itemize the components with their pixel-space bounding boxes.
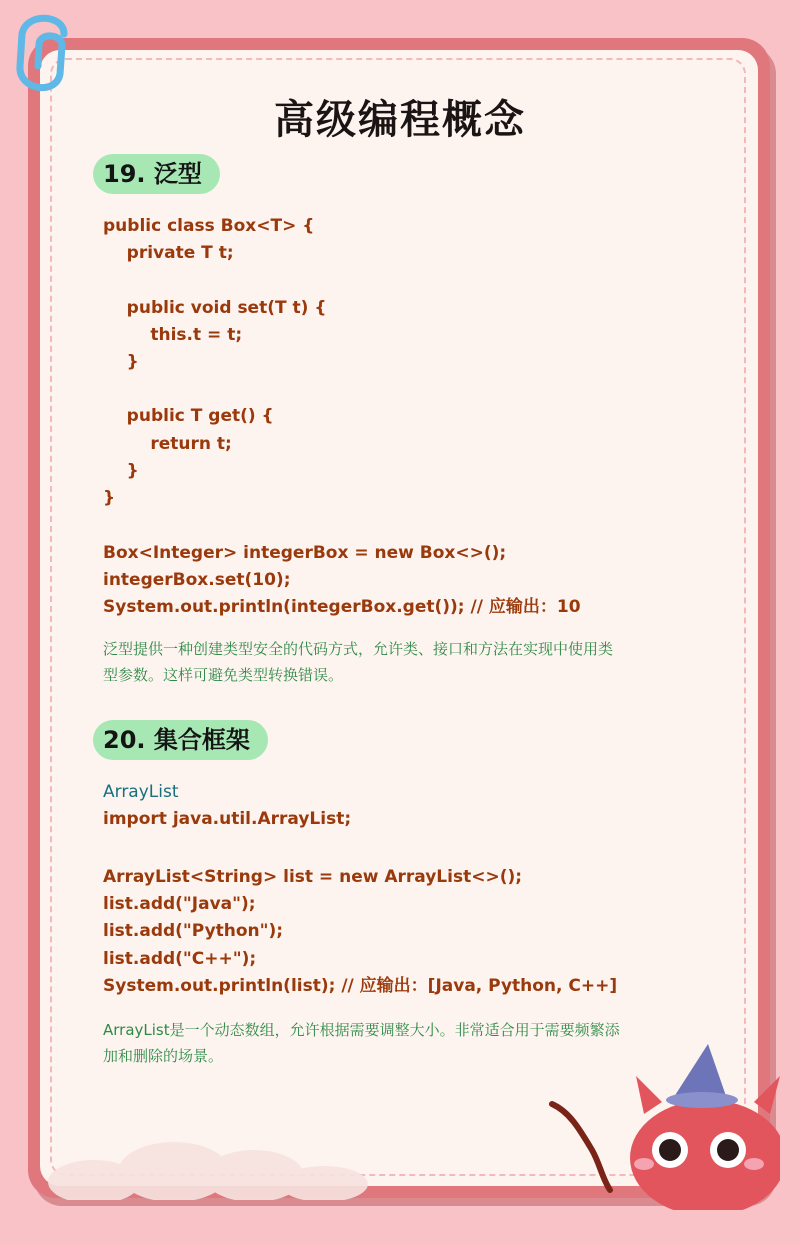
code-line: public class Box<T> { xyxy=(103,216,315,236)
code-line: list.add("C++"); xyxy=(103,948,257,969)
code-line: private T t; xyxy=(103,243,234,264)
code-line: this.t = t; xyxy=(103,324,243,345)
arraylist-label: ArrayList xyxy=(103,782,179,802)
code-block-box-class xyxy=(103,213,326,512)
generics-description xyxy=(103,636,723,688)
code-line: System.out.println(integerBox.get()); // 应输出：10 xyxy=(103,597,581,618)
code-line: list.add("Java"); xyxy=(103,894,256,915)
section-heading-generics: 19. 泛型 xyxy=(93,154,220,194)
devil-mascot-icon xyxy=(540,1040,780,1210)
code-line: ArrayList<String> list = new ArrayList<>(); xyxy=(103,867,523,887)
code-block-arraylist-usage xyxy=(103,864,617,1000)
code-line: return t; xyxy=(103,433,232,454)
cloud-decoration-icon xyxy=(44,1120,374,1200)
code-line: list.add("Python"); xyxy=(103,921,284,942)
code-line: Box<Integer> integerBox = new Box<>(); xyxy=(103,543,507,563)
code-line xyxy=(103,376,326,403)
section-heading-collections: 20. 集合框架 xyxy=(93,720,268,760)
code-block-arraylist-import xyxy=(103,779,351,833)
code-line: System.out.println(list); // 应输出：[Java, Python, C++] xyxy=(103,975,618,996)
code-line: public void set(T t) { xyxy=(103,297,327,318)
code-line: } xyxy=(103,487,116,508)
description-line: 加和删除的场景。 xyxy=(103,1047,224,1065)
description-line: ArrayList是一个动态数组，允许根据需要调整大小。非常适合用于需要频繁添 xyxy=(103,1021,620,1039)
code-line: } xyxy=(103,460,139,481)
description-line: 型参数。这样可避免类型转换错误。 xyxy=(103,666,344,684)
code-line: integerBox.set(10); xyxy=(103,570,291,591)
page-title: 高级编程概念 xyxy=(274,97,526,143)
code-line: import java.util.ArrayList; xyxy=(103,809,352,830)
description-line: 泛型提供一种创建类型安全的代码方式，允许类、接口和方法在实现中使用类 xyxy=(103,640,614,658)
code-line: } xyxy=(103,351,139,372)
code-line xyxy=(103,267,326,294)
code-line: public T get() { xyxy=(103,406,274,427)
code-block-box-usage xyxy=(103,540,581,622)
